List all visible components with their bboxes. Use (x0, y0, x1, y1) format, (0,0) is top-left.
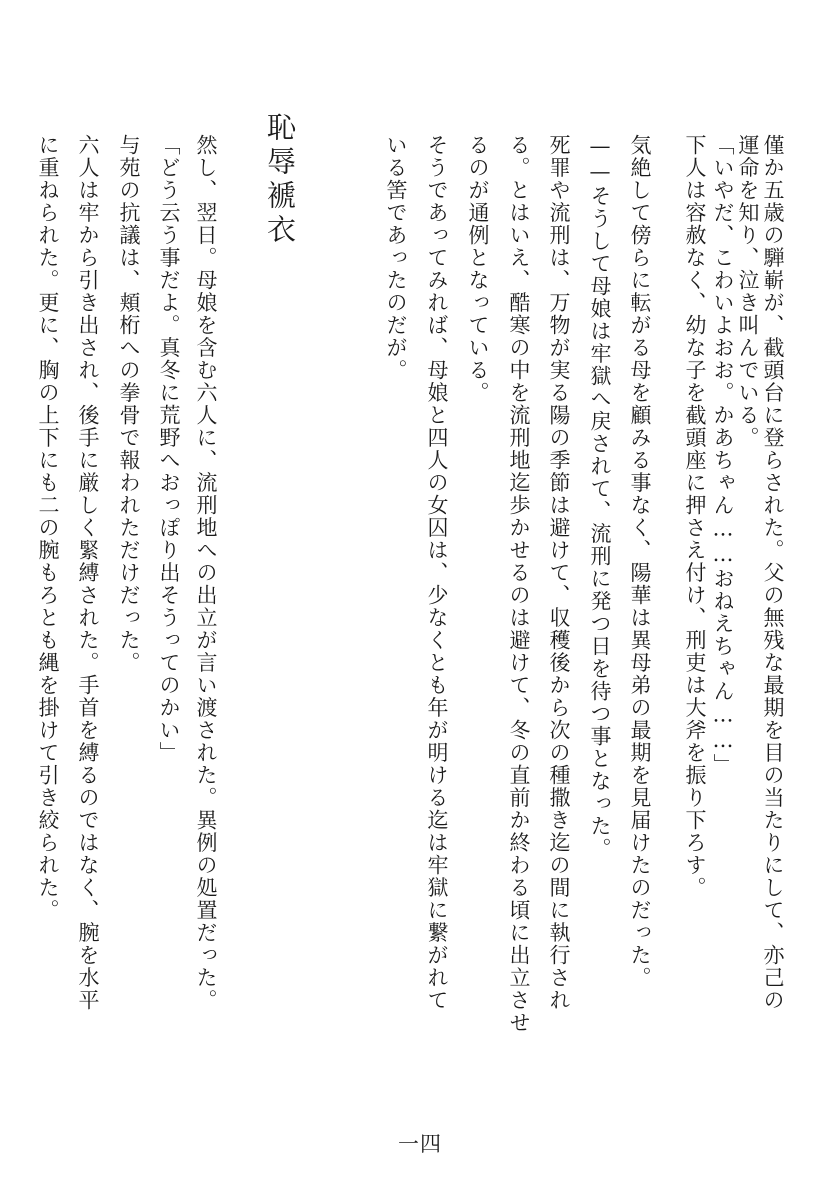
text-column: に重ねられた。更に、胸の上下にも二の腕もろとも縄を掛けて引き絞られた。 (36, 134, 60, 922)
text-column: ——そうして母娘は牢獄へ戻されて、流刑に発つ日を待つ事となった。 (588, 134, 612, 860)
page-number: 一四 (398, 1132, 442, 1156)
text-column: 僅か五歳の騨嶄が、截頭台に登らされた。父の無残な最期を目の当たりにして、亦己の (761, 134, 785, 1012)
text-column: 六人は牢から引き出され、後手に厳しく緊縛された。手首を縛るのではなく、腕を水平 (76, 134, 100, 1012)
text-column: 死罪や流刑は、万物が実る陽の季節は避けて、収穫後から次の種撒き迄の間に執行され (547, 134, 571, 1012)
text-column: 下人は容赦なく、幼な子を截頭座に押さえ付け、刑吏は大斧を振り下ろす。 (683, 134, 707, 899)
section-heading: 恥辱褫衣 (263, 112, 297, 248)
text-column: 然し、翌日。母娘を含む六人に、流刑地への出立が言い渡された。異例の処置だった。 (194, 134, 218, 1012)
text-column: 「いやだ、こわいよおお。かあちゃん……おねえちゃん……」 (711, 134, 735, 776)
text-column: 与苑の抗議は、頬桁への拳骨で報われただけだった。 (117, 134, 141, 674)
text-column: 気絶して傍らに転がる母を顧みる事なく、陽華は異母弟の最期を見届けたのだった。 (628, 134, 652, 989)
text-column: るのが通例となっている。 (466, 134, 490, 404)
text-column: る。とはいえ、酷寒の中を流刑地迄歩かせるのは避けて、冬の直前か終わる頃に出立させ (507, 134, 531, 1034)
text-column: そうであってみれば、母娘と四人の女囚は、少なくとも年が明ける迄は牢獄に繋がれて (425, 134, 449, 1012)
text-column: 運命を知り、泣き叫んでいる。 (736, 134, 760, 449)
text-column: 「どう云う事だよ。真冬に荒野へおっぽり出そうってのかい」 (157, 134, 181, 764)
text-column: いる筈であったのだが。 (384, 134, 408, 382)
